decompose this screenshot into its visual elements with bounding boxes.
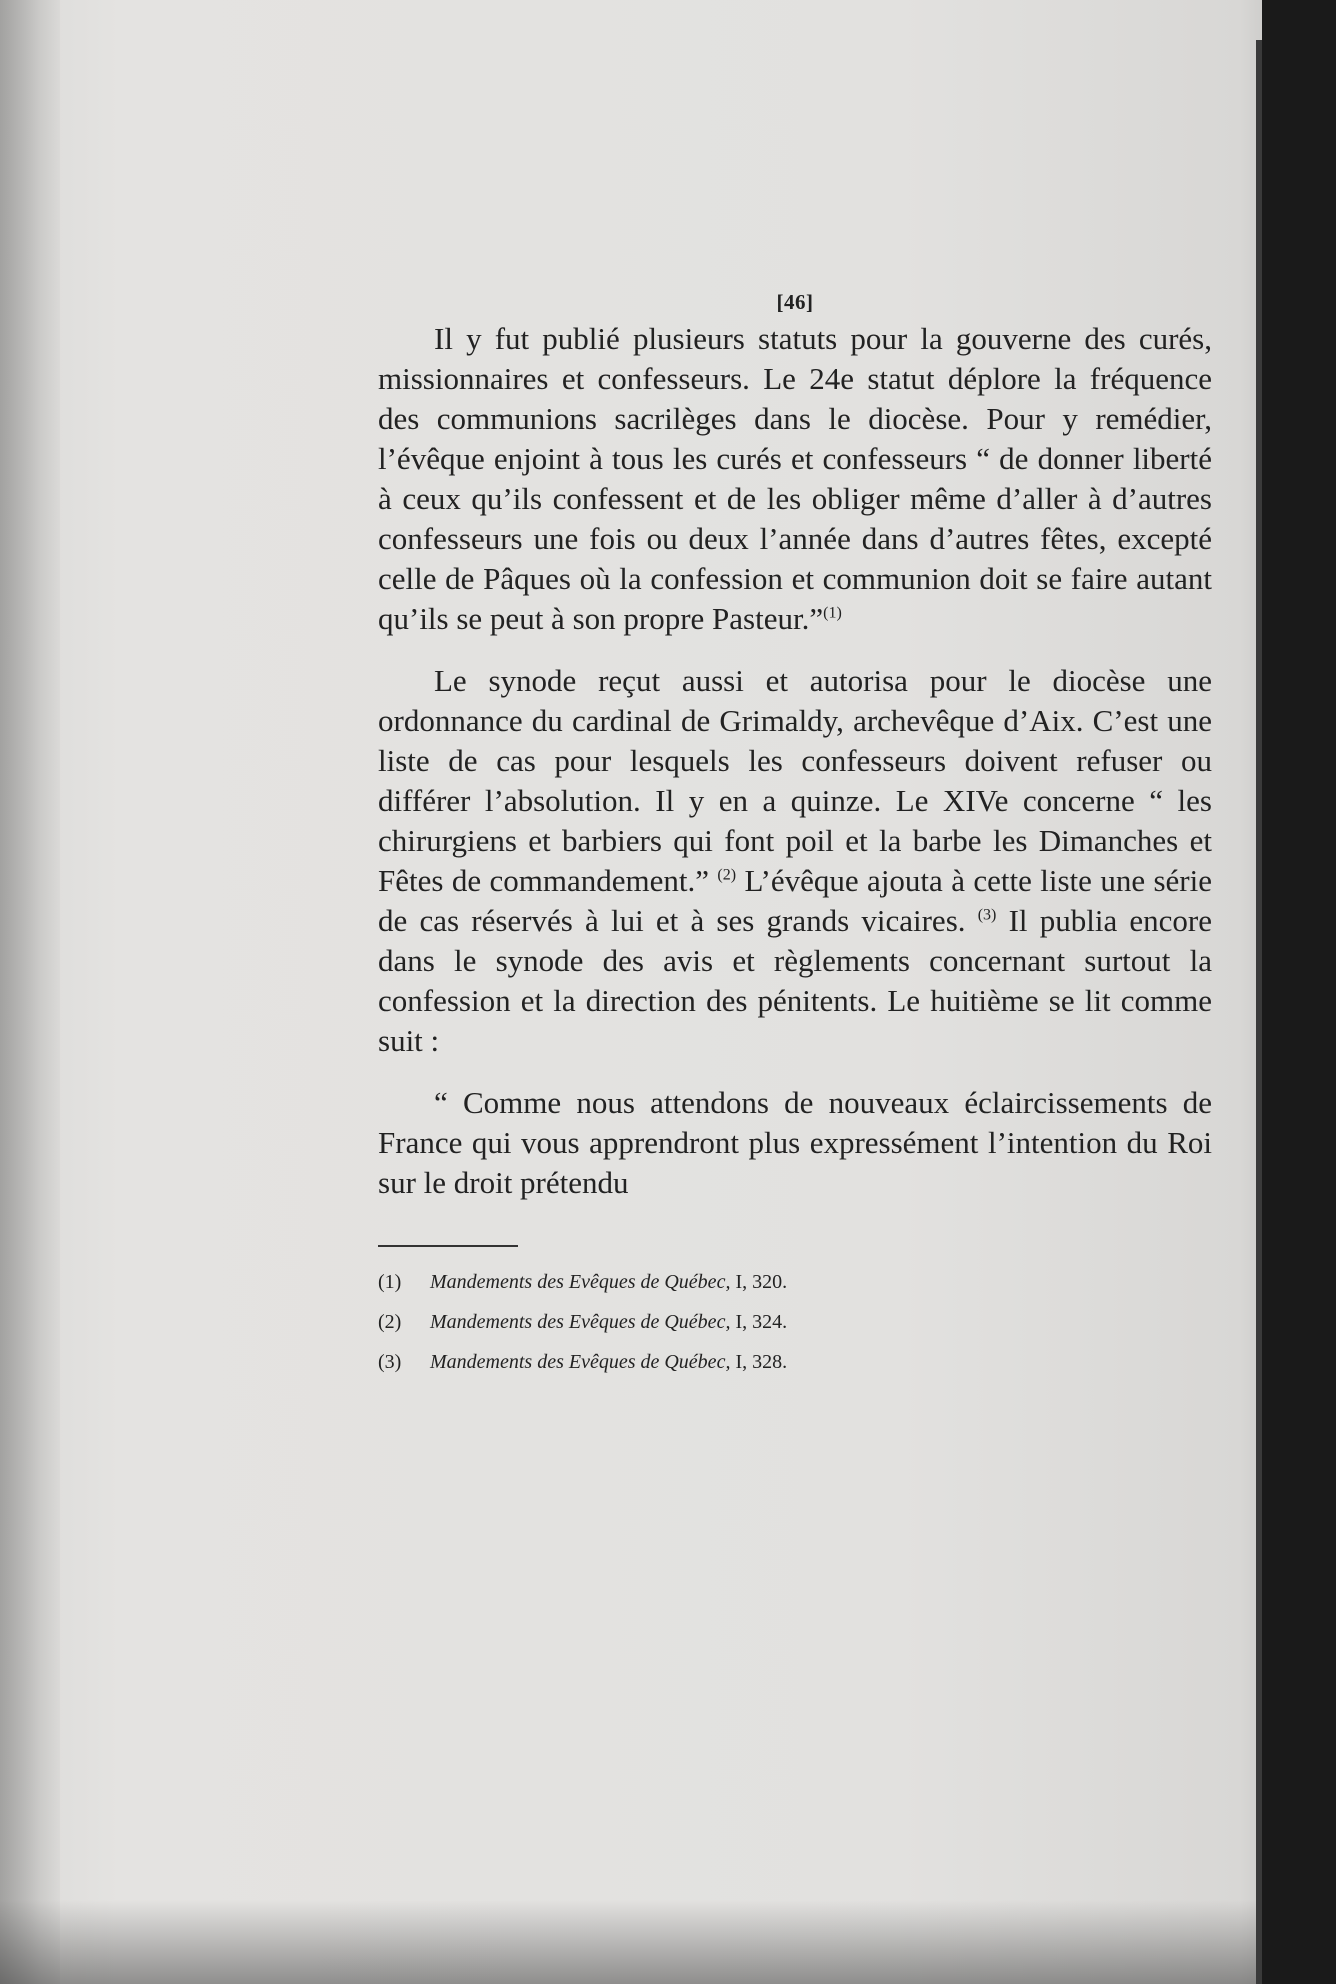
paragraph-2-text-c: Il publia encore dans le synode des avis et règlements concernant surtout la confession et la direction des pénitents. Le huitième se lit comme suit : bbox=[378, 903, 1213, 1058]
paragraph-1 bbox=[378, 319, 1212, 639]
footnote-divider bbox=[378, 1245, 518, 1247]
footnote-ref-3: (3) bbox=[977, 906, 997, 924]
footnote-2 bbox=[378, 1309, 1212, 1335]
paragraph-3-text: “ Comme nous attendons de nouveaux éclaircissements de France qui vous apprendront plus expressément l’intention du Roi sur le droit prétendu bbox=[378, 1085, 1212, 1200]
page-content bbox=[378, 290, 1212, 1389]
footnote-1-ref: I, 320. bbox=[735, 1271, 788, 1293]
footnote-2-number: (2) bbox=[378, 1311, 402, 1333]
paragraph-1-text: Il y fut publié plusieurs statuts pour la gouverne des curés, missionnaires et confesseurs. Le 24e statut déplore la fréquence des communions sacrilèges dans le diocèse. Pour y remédier, l’évêque enjoint à tous les curés et confesseurs “ de donner liberté à ceux qu’ils confessent et de les obliger même d’aller à d’autres confesseurs une fois ou deux l’année dans d’autres fêtes, excepté celle de Pâques où la confession et communion doit se faire autant qu’ils se peut à son propre Pasteur.” bbox=[378, 321, 1212, 636]
footnote-2-source: Mandements des Evêques de Québec, bbox=[430, 1311, 731, 1333]
footnote-1-number: (1) bbox=[378, 1271, 402, 1293]
footnote-3-number: (3) bbox=[378, 1351, 402, 1373]
page-left-shadow bbox=[0, 0, 60, 1984]
footnotes bbox=[378, 1269, 1212, 1375]
footnote-3-ref: I, 328. bbox=[735, 1351, 788, 1373]
paragraph-3 bbox=[378, 1083, 1212, 1203]
footnote-2-ref: I, 324. bbox=[735, 1311, 788, 1333]
footnote-1-source: Mandements des Evêques de Québec, bbox=[430, 1271, 731, 1293]
book-edge-dark bbox=[1262, 0, 1336, 1984]
footnote-ref-1: (1) bbox=[823, 604, 842, 622]
page-bottom-shadow bbox=[0, 1900, 1262, 1984]
footnote-ref-2: (2) bbox=[717, 866, 737, 884]
footnote-3 bbox=[378, 1349, 1212, 1375]
paragraph-2-text-b: L’évêque ajouta à cette liste une série de cas réservés à lui et à ses grands vicaires. bbox=[378, 863, 1213, 938]
footnote-3-source: Mandements des Evêques de Québec, bbox=[430, 1351, 731, 1373]
paragraph-2 bbox=[378, 661, 1212, 1061]
page-number: [46] bbox=[776, 290, 814, 314]
paragraph-2-text-a: Le synode reçut aussi et autorisa pour le diocèse une ordonnance du cardinal de Grimaldy, archevêque d’Aix. C’est une liste de cas pour lesquels les confesseurs doivent refuser ou différer l’absolution. Il y en a quinze. Le XIVe concerne “ les chirurgiens et barbiers qui font poil et la barbe les Dimanches et Fêtes de commandement.” bbox=[378, 663, 1212, 898]
footnote-1 bbox=[378, 1269, 1212, 1295]
